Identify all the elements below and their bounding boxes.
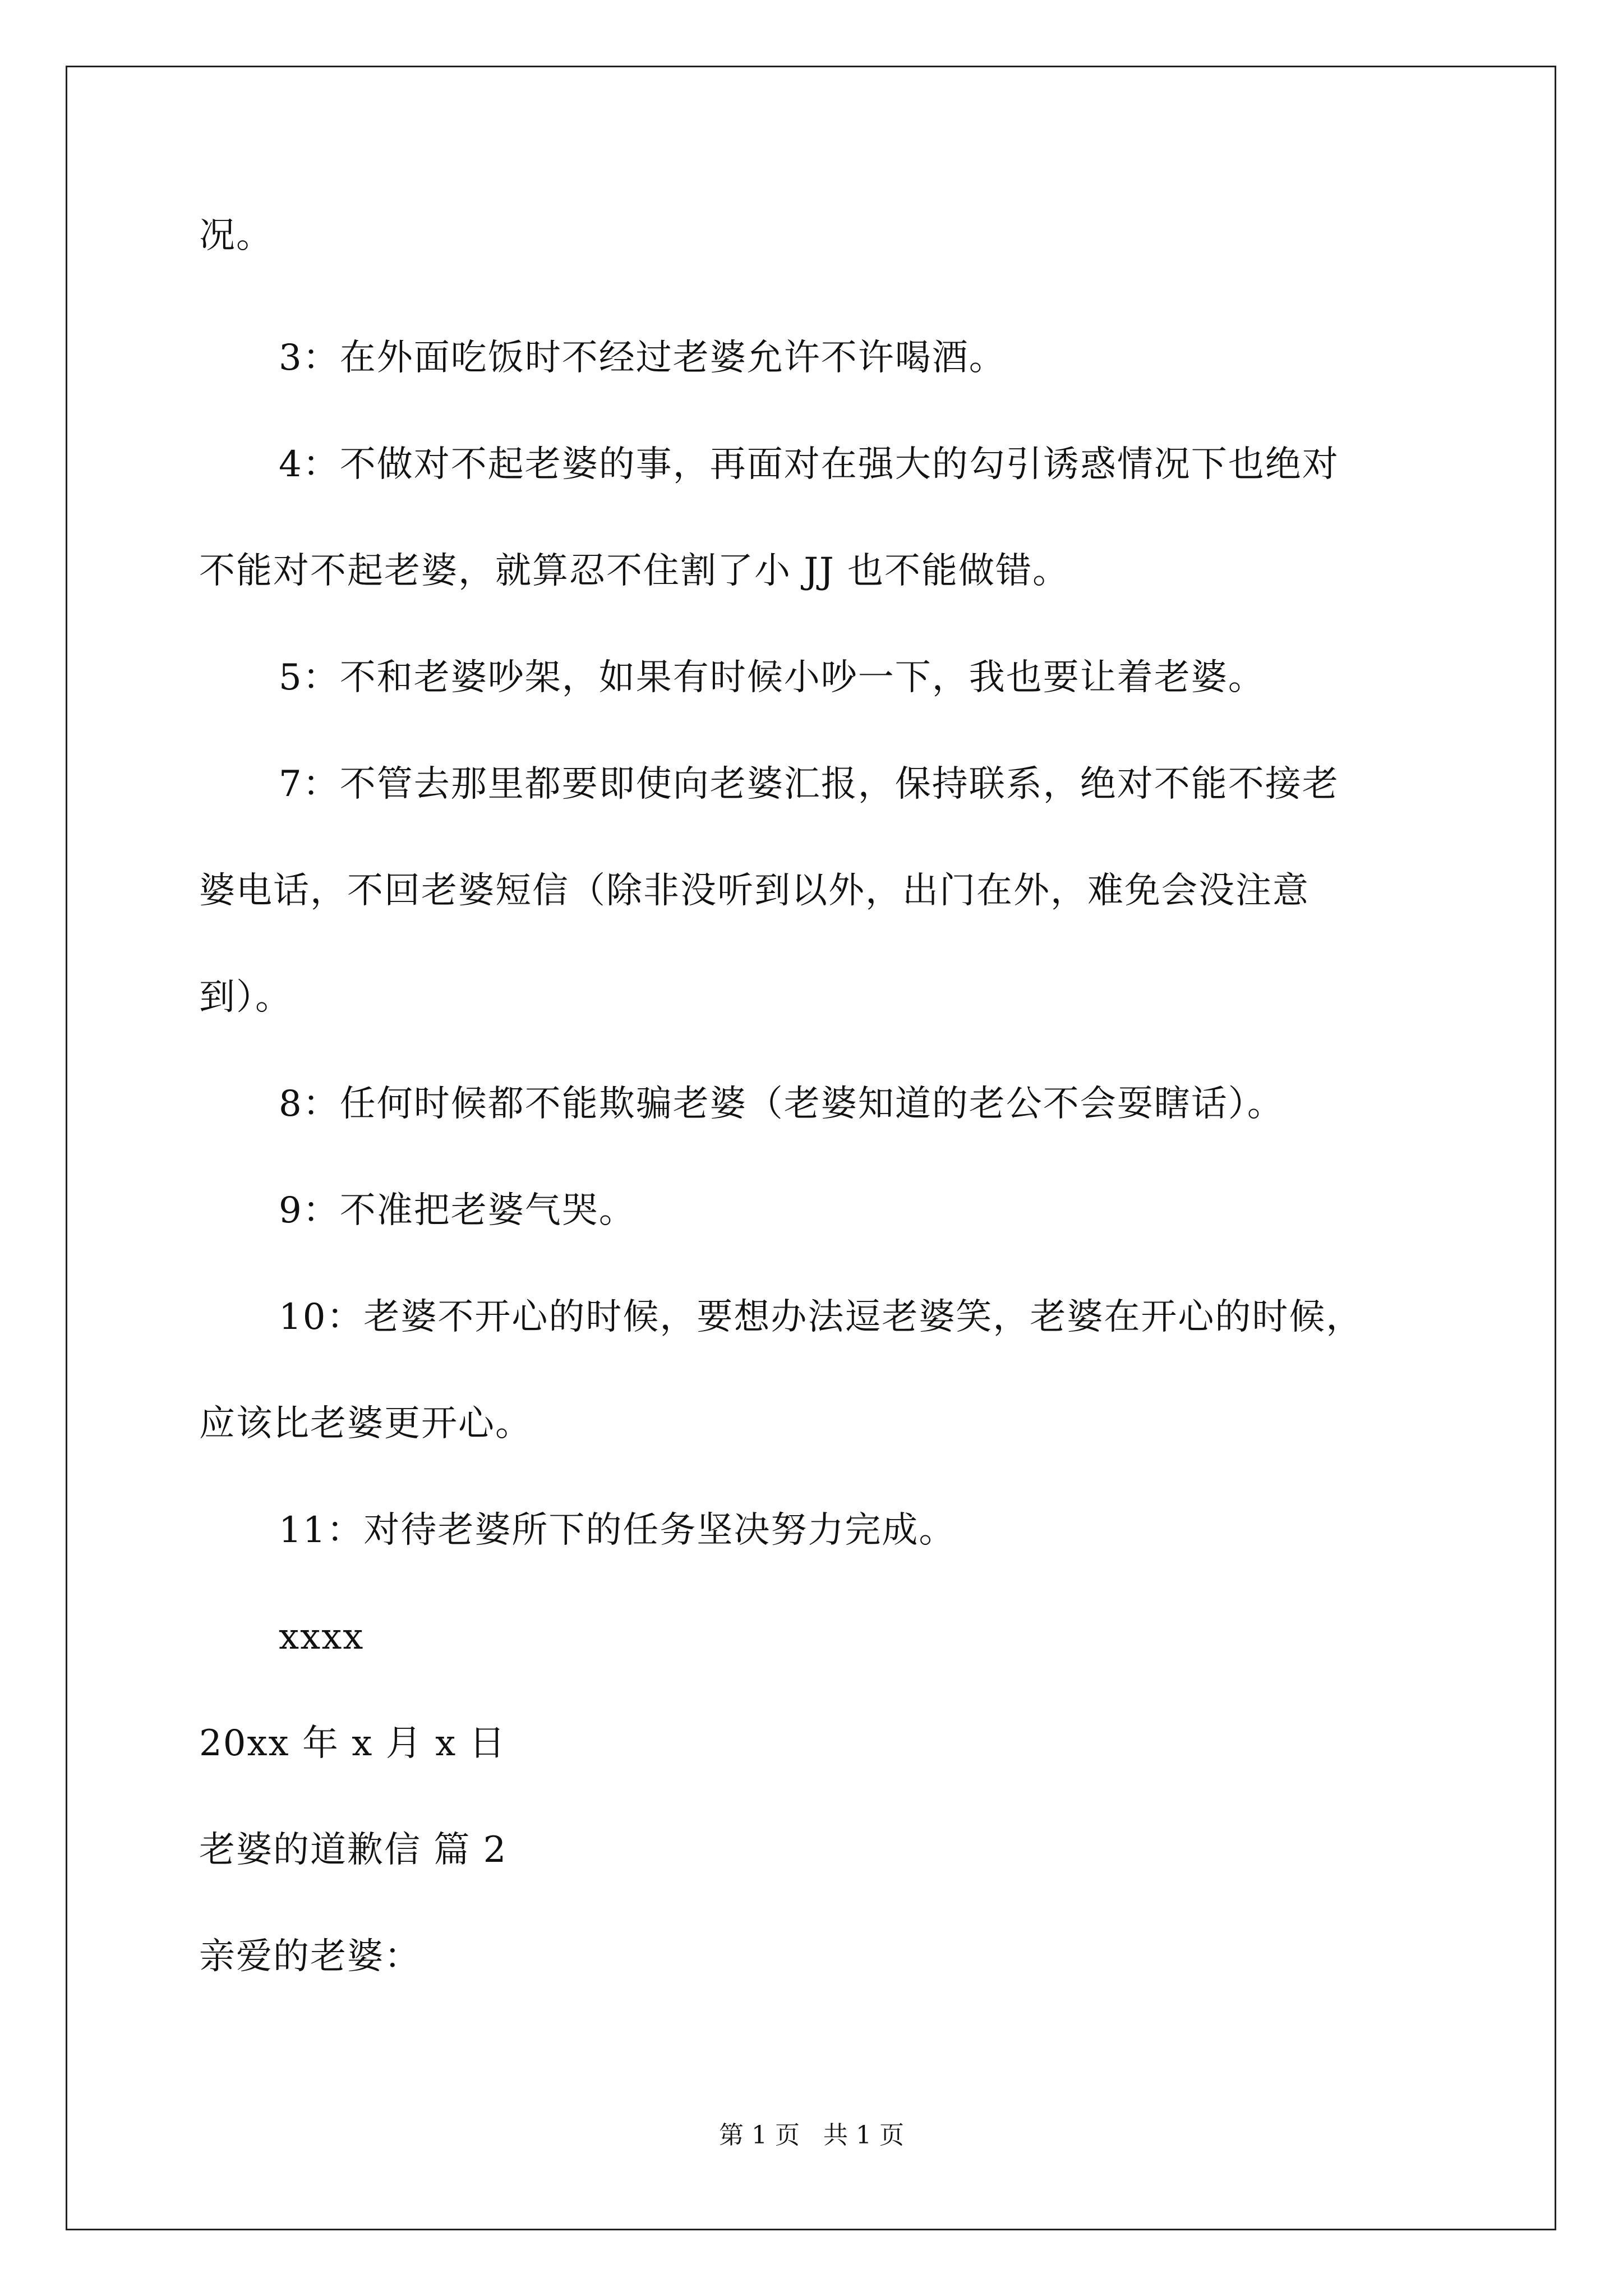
- signature-name: xxxx: [279, 1616, 365, 1658]
- item-7-line-1: 7：不管去那里都要即使向老婆汇报，保持联系，绝对不能不接老: [279, 763, 1339, 805]
- text-line-1: 况。: [199, 215, 273, 256]
- item-7-line-2: 婆电话，不回老婆短信（除非没听到以外，出门在外，难免会没注意: [199, 870, 1310, 912]
- item-8-line: 8：任何时候都不能欺骗老婆（老婆知道的老公不会耍瞎话）。: [279, 1083, 1284, 1125]
- salutation: 亲爱的老婆：: [199, 1936, 421, 1977]
- page-border: [66, 66, 1556, 2230]
- page-number: 第 1 页: [719, 2121, 800, 2150]
- item-10-line-1: 10：老婆不开心的时候，要想办法逗老婆笑，老婆在开心的时候，: [279, 1296, 1363, 1338]
- item-9-line: 9：不准把老婆气哭。: [279, 1190, 636, 1231]
- page-total: 共 1 页: [823, 2121, 904, 2150]
- signature-date: 20xx 年 x 月 x 日: [199, 1723, 506, 1764]
- item-4-line-2: 不能对不起老婆，就算忍不住割了小 JJ 也不能做错。: [199, 550, 1069, 592]
- section-title: 老婆的道歉信 篇 2: [199, 1829, 508, 1871]
- item-4-line-1: 4：不做对不起老婆的事，再面对在强大的勾引诱惑情况下也绝对: [279, 444, 1339, 485]
- item-5-line: 5：不和老婆吵架，如果有时候小吵一下，我也要让着老婆。: [279, 657, 1265, 698]
- item-10-line-2: 应该比老婆更开心。: [199, 1403, 532, 1444]
- item-7-line-3: 到）。: [199, 977, 292, 1018]
- item-11-line: 11：对待老婆所下的任务坚决努力完成。: [279, 1510, 956, 1551]
- page-footer: [0, 2120, 1623, 2151]
- item-3-line: 3：在外面吃饭时不经过老婆允许不许喝酒。: [279, 337, 1006, 379]
